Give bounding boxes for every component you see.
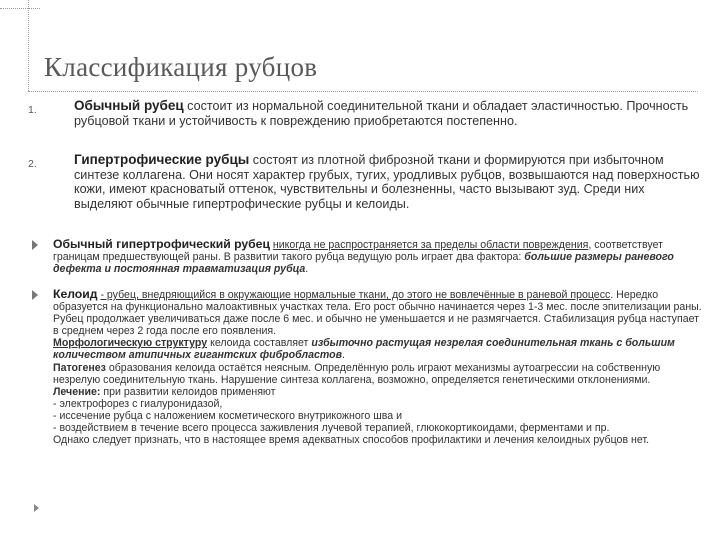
final-note: Однако следует признать, что в настоящее время адекватных способов профилактики и лечения келоидных рубцов нет.	[53, 434, 650, 447]
bullet-arrow-icon	[32, 290, 38, 300]
page-title: Классификация рубцов	[44, 52, 318, 82]
hypertrophic-factors: большие размеры раневого дефекта и постоянная травматизация рубца	[53, 251, 674, 276]
corner-line-vertical	[28, 0, 29, 91]
list-item-1	[74, 99, 702, 128]
ordinary-scar-text: состоит из нормальной соединительной ткани и обладает эластичностью. Прочность рубцовой ткани и устойчивость к повреждению приобретаются постепенно.	[74, 99, 689, 128]
term-hypertrophic-scars: Гипертрофические рубцы	[74, 152, 250, 167]
treatment-item: - электрофорез с гиалуронидазой,	[53, 397, 223, 410]
treatment-label: Лечение:	[53, 385, 101, 398]
morphology-text: келоида составляет	[210, 337, 309, 350]
term-hypertrophic-scar: Обычный гипертрофический рубец	[53, 237, 270, 251]
treatment-item: - воздействием в течение всего процесса заживления лучевой терапией, глюкокортикоидами, ферментами и пр.	[53, 422, 610, 435]
hypertrophic-text-2: .	[305, 263, 309, 276]
bullet-hypertrophic	[53, 238, 705, 275]
pathogenesis-text: образования келоида остаётся неясным. Определённую роль играют механизмы аутоагрессии на собственную незрелую соединительную ткань. Нарушение синтеза коллагена, возможно, определяется генетическими отклонениями.	[53, 361, 661, 386]
keloid-text-1: . Нередко образуется на функционально малоактивных участках тела. Его рост обычно начинается через 1-3 мес. после эпителизации раны. Рубец продолжает увеличиваться даже после 6 мес. и обычно не уменьшается и не размягчается. Стабилизация рубца наступает в среднем через 2 года после его появления.	[53, 289, 702, 338]
treatment-item: - иссечение рубца с наложением косметического внутрикожного шва и	[53, 409, 402, 422]
morphology-emph: избыточно растущая незрелая соединительная ткань с большим количеством атипичных гигантских фибробластов	[53, 337, 675, 362]
pathogenesis-label: Патогенез	[53, 361, 106, 374]
hypertrophic-underlined: никогда не распространяется за пределы области повреждения	[272, 239, 589, 251]
term-keloid: Келоид	[53, 287, 98, 301]
list-number-1: 1.	[28, 104, 37, 116]
list-number-2: 2.	[28, 158, 37, 170]
hypertrophic-text-1: , соответствует границам предшествующей раны. В развитии такого рубца ведущую роль играет два фактора:	[53, 239, 663, 264]
treatment-text: при развитии келоидов применяют	[103, 385, 276, 398]
title-divider	[28, 91, 698, 92]
list-item-2	[74, 153, 702, 211]
morphology-end: .	[342, 349, 345, 362]
bullet-keloid	[53, 288, 705, 446]
keloid-underlined: - рубец, внедряющийся в окружающие нормальные ткани, до этого не вовлечённые в раневой процесс	[100, 289, 611, 301]
bottom-arrow-icon	[34, 504, 39, 512]
bullet-arrow-icon	[32, 240, 38, 250]
morphology-label: Морфологическую структуру	[53, 337, 208, 350]
corner-line-horizontal	[0, 8, 40, 9]
hypertrophic-scars-text: состоят из плотной фиброзной ткани и формируются при избыточном синтезе коллагена. Они носят характер грубых, тугих, уродливых рубцов, возвышаются над поверхностью кожи, имеют красноватый оттенок, чувствительны и болезненны, часто вызывают зуд. Среди них выделяют обычные гипертрофические рубцы и келоиды.	[74, 153, 700, 211]
term-ordinary-scar: Обычный рубец	[74, 98, 184, 113]
